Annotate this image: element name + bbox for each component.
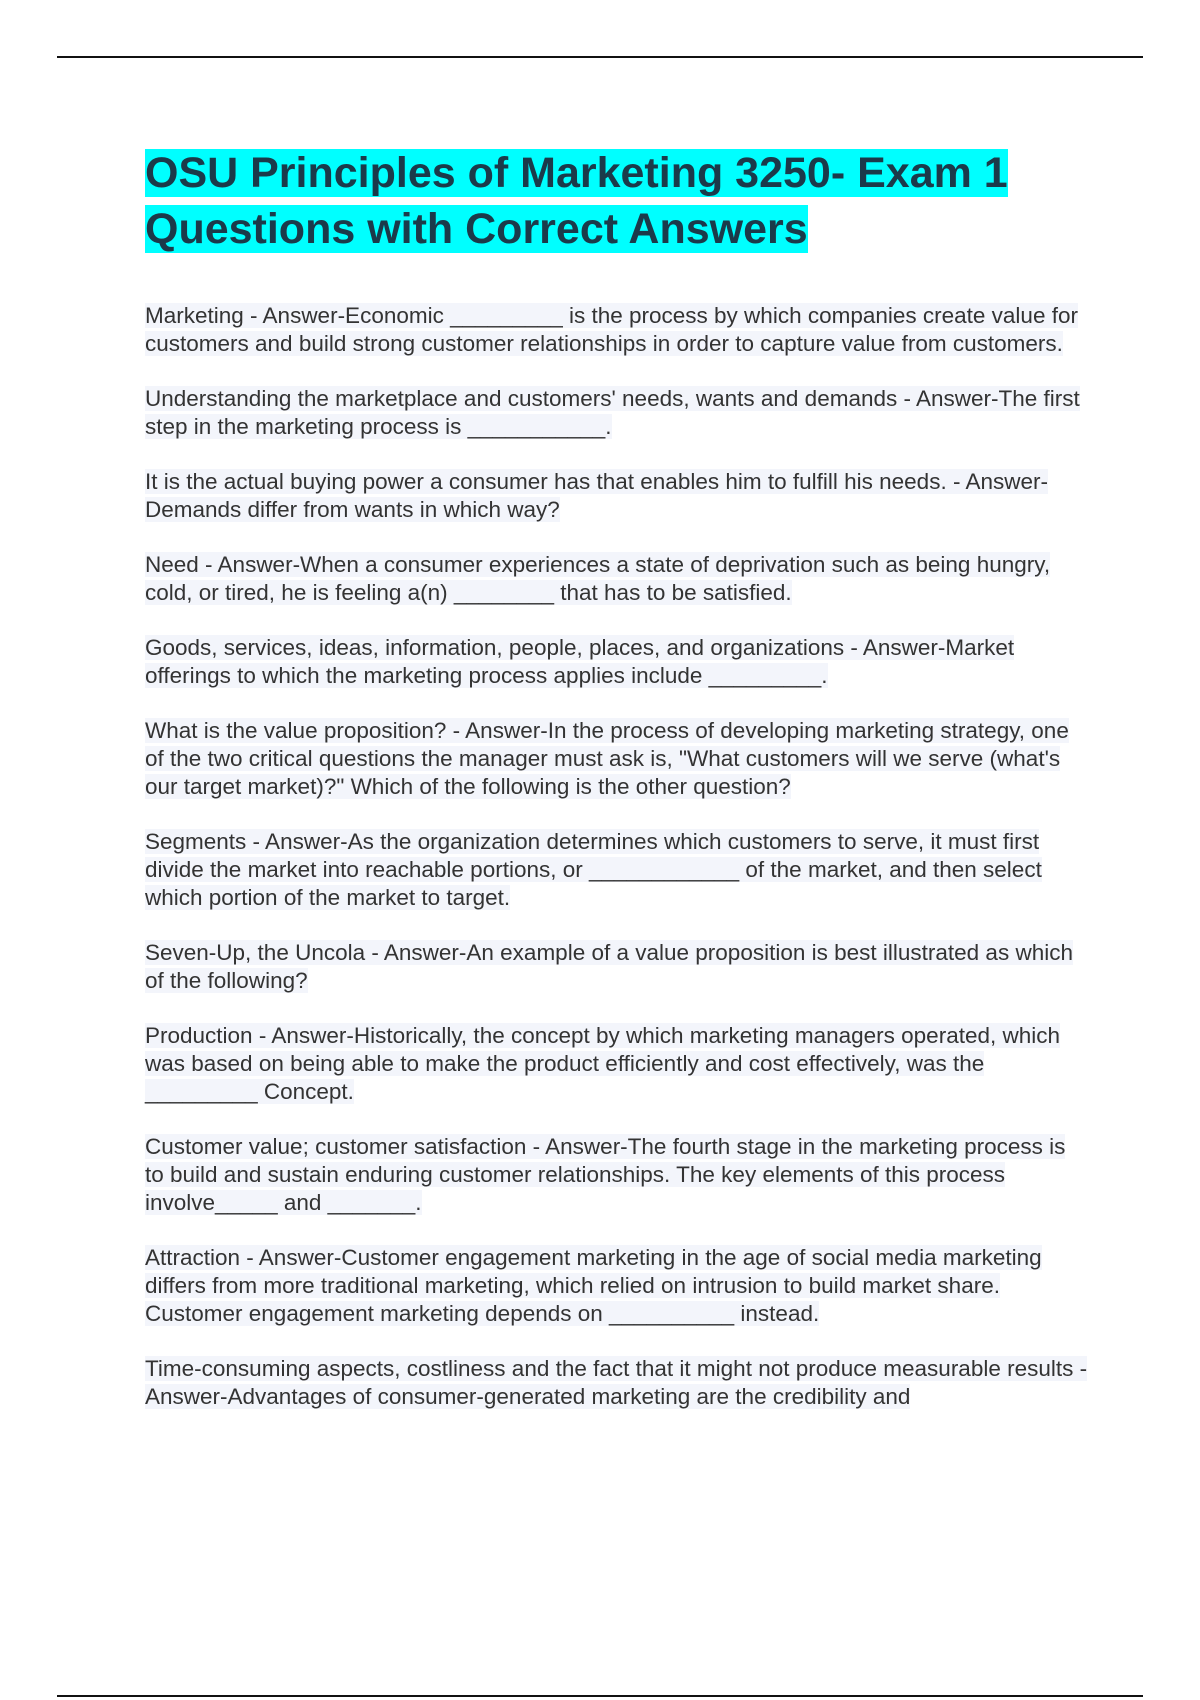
qa-item: Attraction - Answer-Customer engagement marketing in the age of social media marketing differs from more traditional marketing, which relied on intrusion to build market share. Customer engagement marketing depends on __________ instead. [145,1245,1042,1326]
qa-item: It is the actual buying power a consumer has that enables him to fulfill his needs. - Answer-Demands differ from wants in which way? [145,469,1048,522]
qa-item: Production - Answer-Historically, the concept by which marketing managers operated, which was based on being able to make the product efficiently and cost effectively, was the _________ Concept. [145,1023,1061,1104]
qa-item: Segments - Answer-As the organization determines which customers to serve, it must first divide the market into reachable portions, or ____________ of the market, and then select which portion of the market to target. [145,829,1042,910]
qa-item: Time-consuming aspects, costliness and the fact that it might not produce measurable results - Answer-Advantages of consumer-generated marketing are the credibility and [145,1356,1088,1409]
bottom-rule [57,1695,1143,1697]
document-title: OSU Principles of Marketing 3250- Exam 1 Questions with Correct Answers [145,149,1008,253]
qa-list [145,302,1090,1411]
document-body [145,145,1090,1438]
qa-item: Need - Answer-When a consumer experiences a state of deprivation such as being hungry, cold, or tired, he is feeling a(n) ________ that has to be satisfied. [145,552,1051,605]
top-rule [57,56,1143,58]
qa-item: Marketing - Answer-Economic _________ is the process by which companies create value for customers and build strong customer relationships in order to capture value from customers. [145,303,1078,356]
qa-item: Goods, services, ideas, information, people, places, and organizations - Answer-Market offerings to which the marketing process applies include _________. [145,635,1015,688]
qa-item: Customer value; customer satisfaction - Answer-The fourth stage in the marketing process is to build and sustain enduring customer relationships. The key elements of this process involve_____ and _______. [145,1134,1066,1215]
qa-item: What is the value proposition? - Answer-In the process of developing marketing strategy, one of the two critical questions the manager must ask is, "What customers will we serve (what's our target market)?" Which of the following is the other question? [145,718,1069,799]
qa-item: Understanding the marketplace and customers' needs, wants and demands - Answer-The first step in the marketing process is ___________. [145,386,1080,439]
qa-item: Seven-Up, the Uncola - Answer-An example of a value proposition is best illustrated as which of the following? [145,940,1073,993]
